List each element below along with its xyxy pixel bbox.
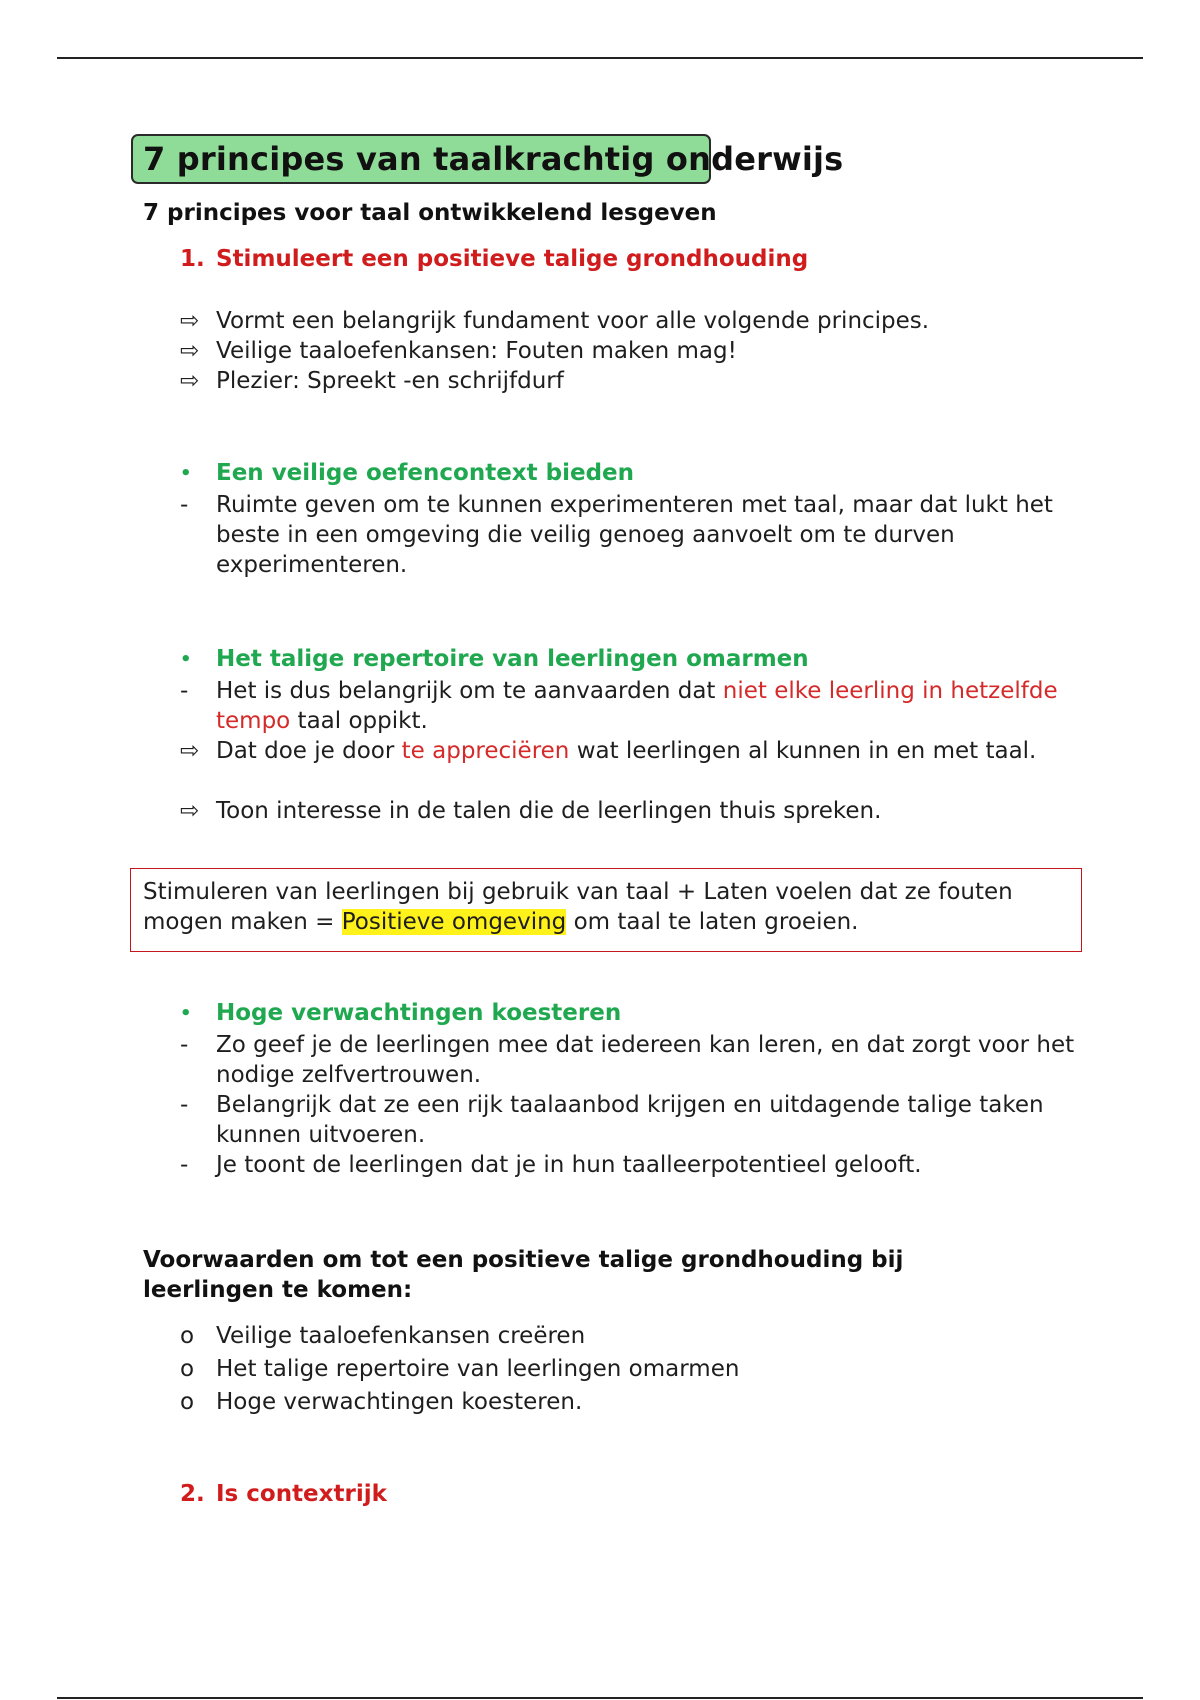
dash-item-text: Je toont de leerlingen dat je in hun taalleerpotentieel gelooft. [216,1152,922,1178]
red-emphasis: te appreciëren [401,738,570,764]
arrow-item-text: Veilige taaloefenkansen: Fouten maken mag! [216,338,737,364]
arrow-item [180,306,1080,336]
principle-2-heading [180,1481,387,1507]
bullet-icon: • [180,649,192,670]
dash-item [180,490,1080,580]
dash-marker: - [180,1092,189,1118]
circle-item-text: Het talige repertoire van leerlingen omarmen [216,1356,740,1382]
dash-item-text: Belangrijk dat ze een rijk taalaanbod krijgen en uitdagende talige taken kunnen uitvoeren. [216,1092,1044,1148]
arrow-item [180,736,1080,766]
principle-1-heading [180,246,808,272]
circle-item [180,1387,1080,1417]
dash-item [180,1030,1080,1090]
dash-item [180,1090,1080,1150]
arrow-item-text: Vormt een belangrijk fundament voor alle volgende principes. [216,308,930,334]
text-segment: om taal te laten groeien. [566,909,859,935]
text-segment: Het is dus belangrijk om te aanvaarden dat [216,678,723,704]
principle-2-heading-text: Is contextrijk [216,1481,387,1507]
section-heading-safe-context [180,460,634,486]
bullet-icon: • [180,1003,192,1024]
highlighted-text: Positieve omgeving [341,909,567,935]
section-heading-text: Hoge verwachtingen koesteren [216,1000,622,1026]
circle-marker: o [180,1323,195,1349]
arrow-icon: ⇨ [180,338,200,364]
dash-marker: - [180,1032,189,1058]
summary-box-text [143,877,1063,937]
dash-item-text [180,676,1080,736]
principle-1-heading-text: Stimuleert een positieve talige grondhouding [216,246,809,272]
bottom-rule [57,1697,1143,1699]
dash-marker: - [180,1152,189,1178]
arrow-item [180,366,1080,396]
conditions-heading: Voorwaarden om tot een positieve talige grondhouding bij leerlingen te komen: [143,1247,904,1303]
principle-2-number: 2. [180,1481,205,1507]
arrow-icon: ⇨ [180,368,200,394]
dash-item [180,1150,1080,1180]
summary-box [130,868,1082,952]
red-emphasis: niet elke leerling in hetzelfde tempo [216,678,1058,734]
bullet-icon: • [180,463,192,484]
arrow-icon: ⇨ [180,798,200,824]
section-heading-text: Een veilige oefencontext bieden [216,460,635,486]
arrow-item [180,336,1080,366]
dash-item [180,676,1080,736]
circle-item-text: Veilige taaloefenkansen creëren [216,1323,586,1349]
circle-item [180,1321,1080,1351]
text-segment: Stimuleren van leerlingen bij gebruik van taal + Laten voelen dat ze fouten mogen maken = [143,879,1013,935]
top-rule [57,57,1143,59]
arrow-item [180,796,1080,826]
arrow-item-text: Plezier: Spreekt -en schrijfdurf [216,368,564,394]
arrow-icon: ⇨ [180,738,200,764]
dash-item-text: Zo geef je de leerlingen mee dat iedereen kan leren, en dat zorgt voor het nodige zelfvertrouwen. [216,1032,1075,1088]
section-heading-text: Het talige repertoire van leerlingen omarmen [216,646,809,672]
dash-marker: - [180,678,189,704]
text-segment: taal oppikt. [290,708,428,734]
circle-marker: o [180,1356,195,1382]
text-segment: Dat doe je door [216,738,402,764]
page-title: 7 principes van taalkrachtig onderwijs [143,140,844,178]
arrow-item-text [180,736,1080,766]
circle-item [180,1354,1080,1384]
dash-marker: - [180,492,189,518]
section-heading-repertoire [180,646,809,672]
circle-item-text: Hoge verwachtingen koesteren. [216,1389,583,1415]
subtitle: 7 principes voor taal ontwikkelend lesgeven [143,200,717,226]
section-heading-expectations [180,1000,621,1026]
text-segment: wat leerlingen al kunnen in en met taal. [569,738,1037,764]
dash-item-text: Ruimte geven om te kunnen experimenteren met taal, maar dat lukt het beste in een omgeving die veilig genoeg aanvoelt om te durven experimenteren. [216,492,1053,578]
arrow-icon: ⇨ [180,308,200,334]
circle-marker: o [180,1389,195,1415]
principle-1-number: 1. [180,246,205,272]
arrow-item-text: Toon interesse in de talen die de leerlingen thuis spreken. [216,798,882,824]
